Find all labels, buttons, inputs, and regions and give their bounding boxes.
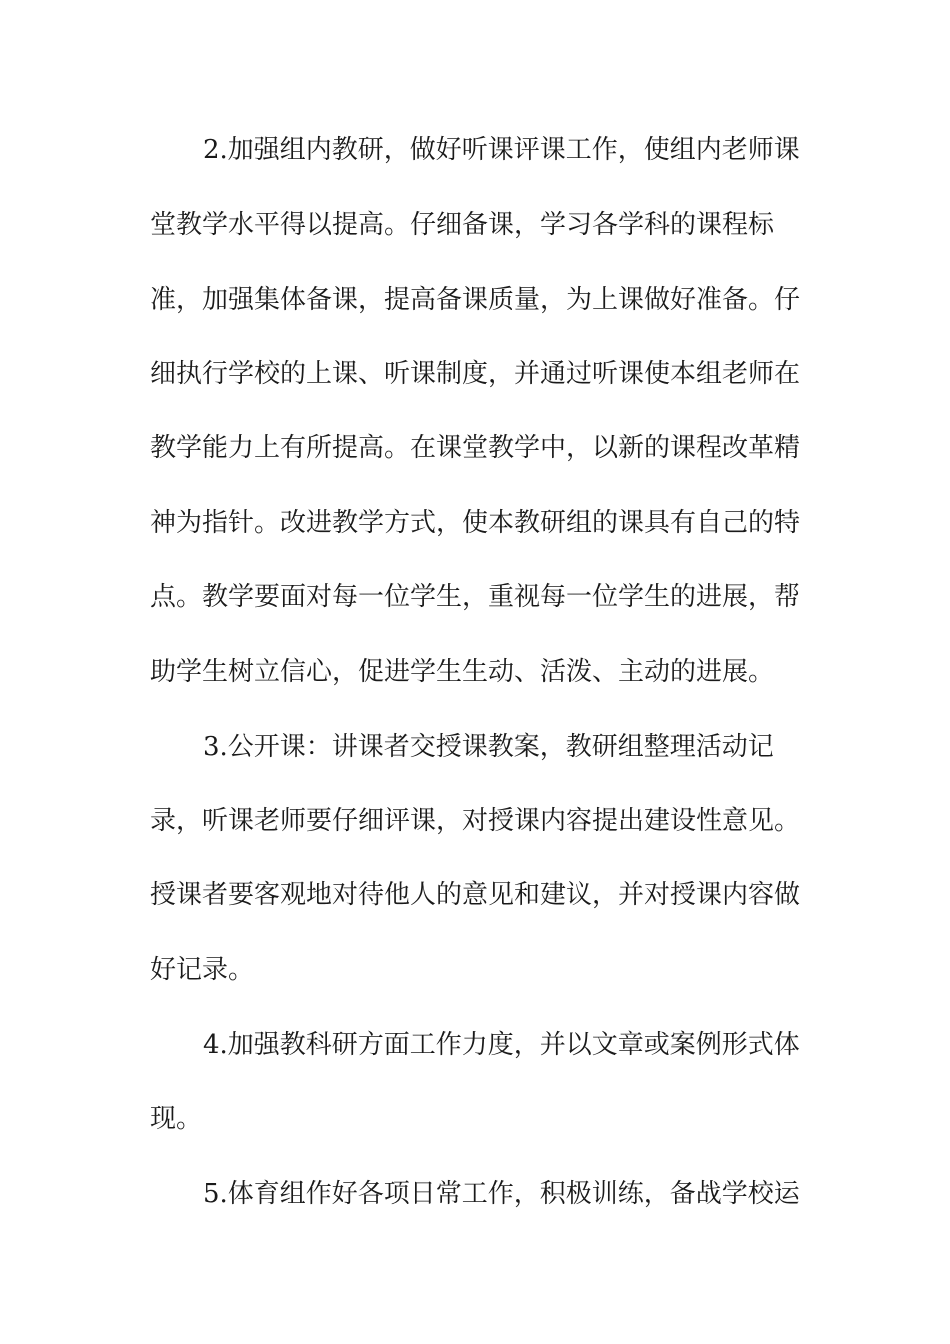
paragraph-2-line-8: 助学生树立信心，促进学生生动、活泼、主动的进展。	[150, 657, 775, 687]
paragraph-2-line-6: 神为指针。改进教学方式，使本教研组的课具有自己的特	[150, 508, 801, 538]
paragraph-3-line-4: 好记录。	[150, 955, 255, 985]
paragraph-5-line-1: 5.体育组作好各项日常工作，积极训练，备战学校运	[203, 1179, 800, 1209]
paragraph-2-line-5: 教学能力上有所提高。在课堂教学中，以新的课程改革精	[150, 433, 801, 463]
paragraph-2-line-7: 点。教学要面对每一位学生，重视每一位学生的进展，帮	[150, 582, 801, 612]
paragraph-4-line-1: 4.加强教科研方面工作力度，并以文章或案例形式体	[203, 1030, 800, 1060]
paragraph-3-line-3: 授课者要客观地对待他人的意见和建议，并对授课内容做	[150, 880, 801, 910]
paragraph-3-line-2: 录，听课老师要仔细评课，对授课内容提出建设性意见。	[150, 806, 801, 836]
paragraph-2-line-3: 准，加强集体备课，提高备课质量，为上课做好准备。仔	[150, 285, 801, 315]
paragraph-2-line-1: 2.加强组内教研，做好听课评课工作，使组内老师课	[203, 135, 800, 165]
paragraph-2-line-4: 细执行学校的上课、听课制度，并通过听课使本组老师在	[150, 359, 801, 389]
paragraph-3-line-1: 3.公开课：讲课者交授课教案，教研组整理活动记	[203, 732, 774, 762]
paragraph-4-line-2: 现。	[150, 1104, 203, 1134]
paragraph-2-line-2: 堂教学水平得以提高。仔细备课，学习各学科的课程标	[150, 210, 775, 240]
